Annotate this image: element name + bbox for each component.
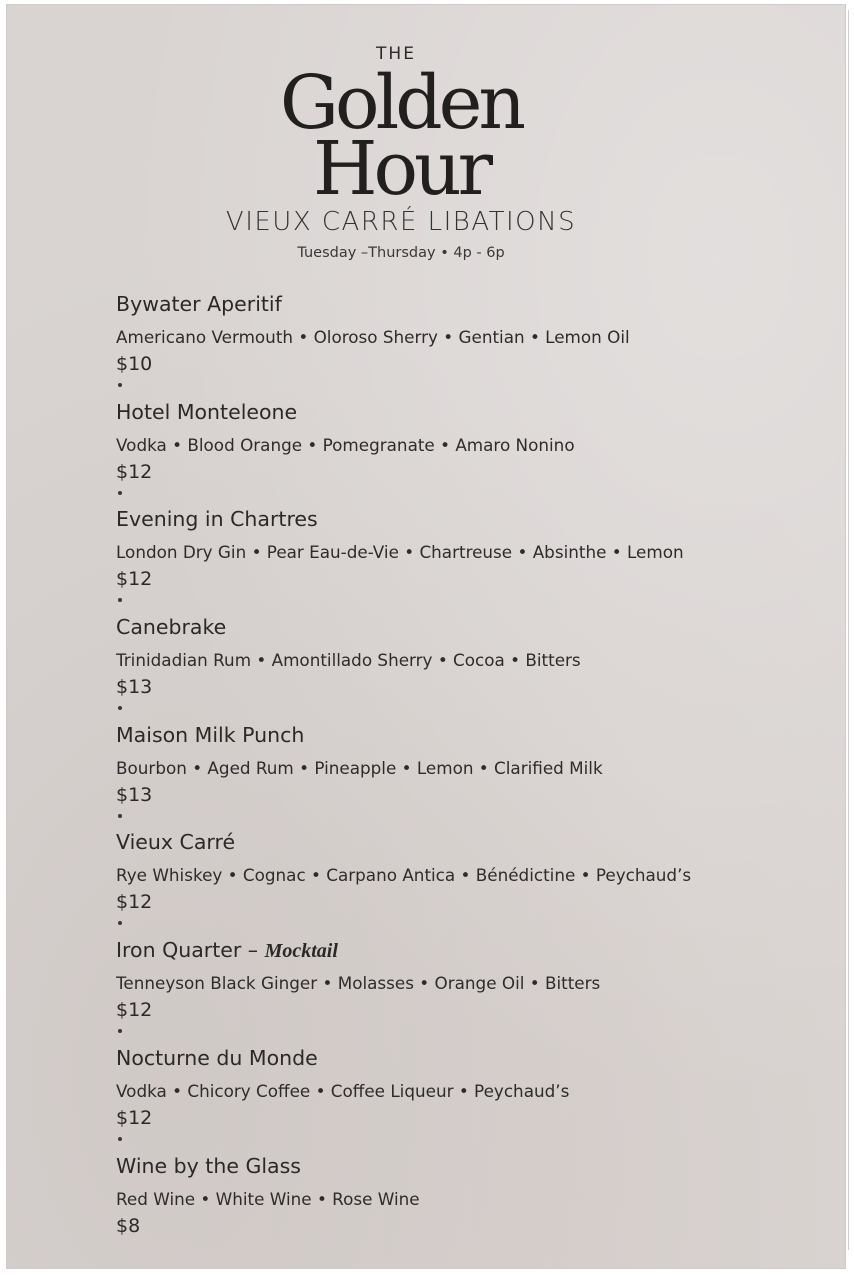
item-price: $12 (116, 891, 153, 914)
bullet-separator (118, 814, 122, 818)
item-price: $12 (116, 999, 153, 1022)
menu-item (116, 723, 816, 831)
menu-item (116, 292, 816, 400)
menu-item (116, 400, 816, 508)
item-price: $12 (116, 568, 153, 591)
item-name: Wine by the Glass (116, 1153, 301, 1178)
menu-item (116, 507, 816, 615)
item-price: $10 (116, 353, 153, 375)
item-price: $13 (116, 676, 153, 699)
item-name: Maison Milk Punch (116, 722, 305, 747)
item-price: $12 (116, 1106, 153, 1129)
item-ingredients: Trinidadian Rum • Amontillado Sherry • Cocoa • Bitters (116, 650, 581, 671)
menu-item (116, 1154, 816, 1262)
bullet-separator (118, 706, 122, 710)
bullet-separator (118, 383, 122, 387)
item-price: $12 (116, 460, 153, 483)
brand-logo-line1: Golden (279, 60, 523, 146)
brand-logo-line2: Hour (312, 126, 490, 212)
item-ingredients: Vodka • Blood Orange • Pomegranate • Amaro Nonino (116, 434, 575, 455)
item-name: Nocturne du Monde (116, 1045, 318, 1070)
item-ingredients: London Dry Gin • Pear Eau-de-Vie • Chartreuse • Absinthe • Lemon (116, 542, 684, 563)
item-name: Evening in Chartres (116, 507, 318, 532)
bullet-separator (118, 491, 122, 495)
item-price: $8 (116, 1214, 141, 1237)
item-ingredients: Red Wine • White Wine • Rose Wine (116, 1188, 420, 1209)
bullet-separator (118, 598, 122, 602)
item-ingredients: Vodka • Chicory Coffee • Coffee Liqueur • Peychaud’s (116, 1080, 570, 1101)
item-name: Vieux Carré (116, 830, 236, 855)
bullet-separator (118, 1137, 122, 1141)
mocktail-tag: Mocktail (264, 940, 338, 963)
item-name: Hotel Monteleone (116, 399, 298, 424)
menu-subtitle: VIEUX CARRÉ LIBATIONS (225, 207, 577, 237)
menu-item (116, 1046, 816, 1154)
menu-item (116, 830, 816, 938)
menu-item-list (116, 292, 816, 1261)
item-ingredients: Bourbon • Aged Rum • Pineapple • Lemon • Clarified Milk (116, 757, 603, 778)
service-hours: Tuesday –Thursday • 4p - 6p (297, 245, 505, 261)
bullet-separator (118, 921, 122, 925)
item-ingredients: Tenneyson Black Ginger • Molasses • Orange Oil • Bitters (116, 973, 601, 994)
menu-card (6, 4, 846, 1269)
item-ingredients: Rye Whiskey • Cognac • Carpano Antica • Bénédictine • Peychaud’s (116, 865, 692, 886)
item-name: Iron Quarter – Mocktail (116, 938, 338, 963)
bullet-separator (118, 1029, 122, 1033)
item-price: $13 (116, 783, 153, 806)
item-name: Bywater Aperitif (116, 292, 282, 316)
page-edge-divider (848, 10, 849, 1250)
brand-prefix: THE (376, 44, 416, 64)
item-name: Canebrake (116, 615, 227, 640)
item-ingredients: Americano Vermouth • Oloroso Sherry • Gentian • Lemon Oil (116, 327, 630, 347)
menu-item (116, 615, 816, 723)
menu-item (116, 938, 816, 1046)
